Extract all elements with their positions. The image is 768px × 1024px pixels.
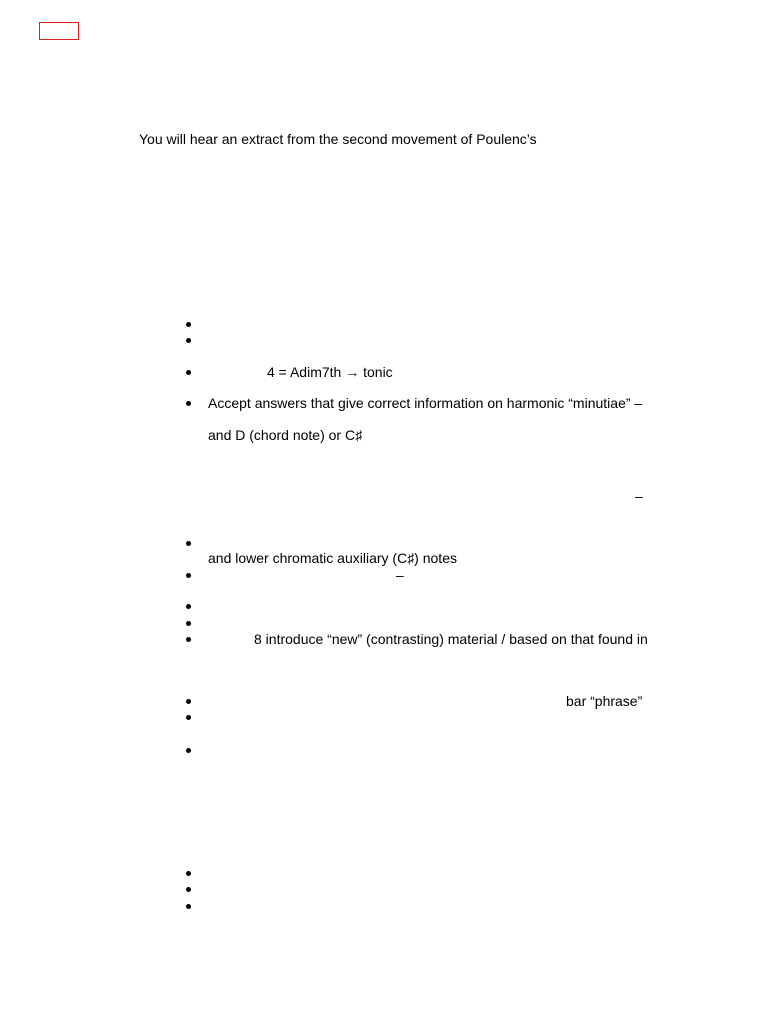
bullet bbox=[186, 604, 191, 609]
bullet bbox=[186, 541, 191, 546]
new-material-line: 8 introduce “new” (contrasting) material / based on that found in bbox=[254, 631, 648, 647]
bullet bbox=[186, 871, 191, 876]
dash-right: – bbox=[635, 488, 643, 504]
bullet bbox=[186, 338, 191, 343]
bullet bbox=[186, 370, 191, 375]
phrase-line: bar “phrase” bbox=[566, 693, 643, 709]
accept-line: Accept answers that give correct information on harmonic “minutiae” – bbox=[208, 395, 643, 411]
intro-line: You will hear an extract from the second movement of Poulenc’s bbox=[139, 131, 537, 147]
bullet bbox=[186, 904, 191, 909]
bullet bbox=[186, 699, 191, 704]
bullet bbox=[186, 401, 191, 406]
page-marker-box bbox=[39, 22, 79, 40]
chord-note-line: and D (chord note) or C♯ bbox=[208, 427, 363, 443]
chromatic-line: and lower chromatic auxiliary (C♯) notes bbox=[208, 550, 457, 566]
bullet bbox=[186, 621, 191, 626]
bullet bbox=[186, 637, 191, 642]
bullet bbox=[186, 748, 191, 753]
bullet bbox=[186, 887, 191, 892]
adim-line: 4 = Adim7th → tonic bbox=[267, 364, 393, 380]
bullet bbox=[186, 322, 191, 327]
bullet bbox=[186, 573, 191, 578]
dash-mid: – bbox=[396, 567, 404, 583]
bullet bbox=[186, 715, 191, 720]
